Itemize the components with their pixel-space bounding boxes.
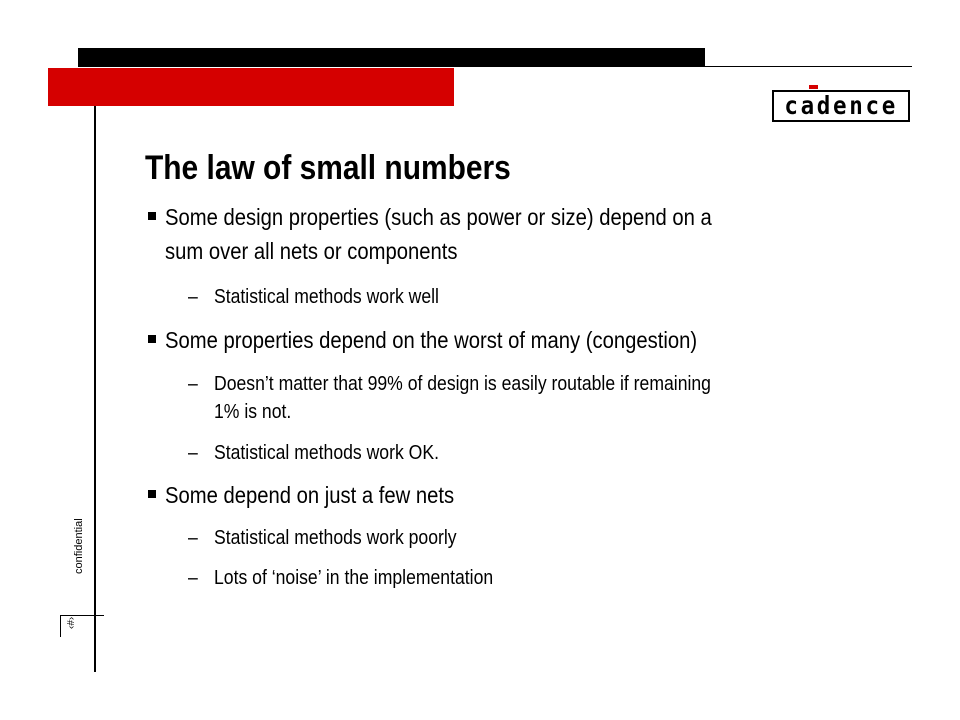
sub-bullet-text: 1% is not. (214, 401, 292, 423)
header-rule (705, 66, 912, 67)
sub-bullet-dash: – (188, 527, 198, 549)
sub-bullet-dash: – (188, 567, 198, 589)
logo-text: cadence (784, 90, 898, 120)
sub-bullet-text: Lots of ‘noise’ in the implementation (214, 567, 494, 589)
left-vertical-rule (94, 106, 96, 672)
sub-bullet-text: Statistical methods work OK. (214, 442, 439, 464)
page-number: ‹#› (66, 616, 77, 629)
bullet-text: Some properties depend on the worst of many (congestion) (165, 327, 698, 353)
slide-title: The law of small numbers (145, 149, 511, 187)
sub-bullet-dash: – (188, 442, 198, 464)
header-red-bar (48, 68, 454, 106)
cadence-logo (772, 90, 910, 122)
confidential-label: confidential (73, 518, 85, 574)
footer-corner-rule-vertical (60, 615, 61, 637)
bullet-text: Some depend on just a few nets (165, 482, 455, 508)
bullet-square-icon (148, 490, 156, 498)
logo-accent-mark (809, 85, 818, 89)
sub-bullet-text: Doesn’t matter that 99% of design is easily routable if remaining (214, 373, 711, 395)
bullet-text: sum over all nets or components (165, 238, 458, 264)
bullet-text: Some design properties (such as power or size) depend on a (165, 204, 712, 230)
bullet-square-icon (148, 212, 156, 220)
bullet-square-icon (148, 335, 156, 343)
sub-bullet-text: Statistical methods work poorly (214, 527, 457, 549)
sub-bullet-dash: – (188, 373, 198, 395)
header-black-bar (78, 48, 705, 67)
sub-bullet-dash: – (188, 286, 198, 308)
sub-bullet-text: Statistical methods work well (214, 286, 439, 308)
